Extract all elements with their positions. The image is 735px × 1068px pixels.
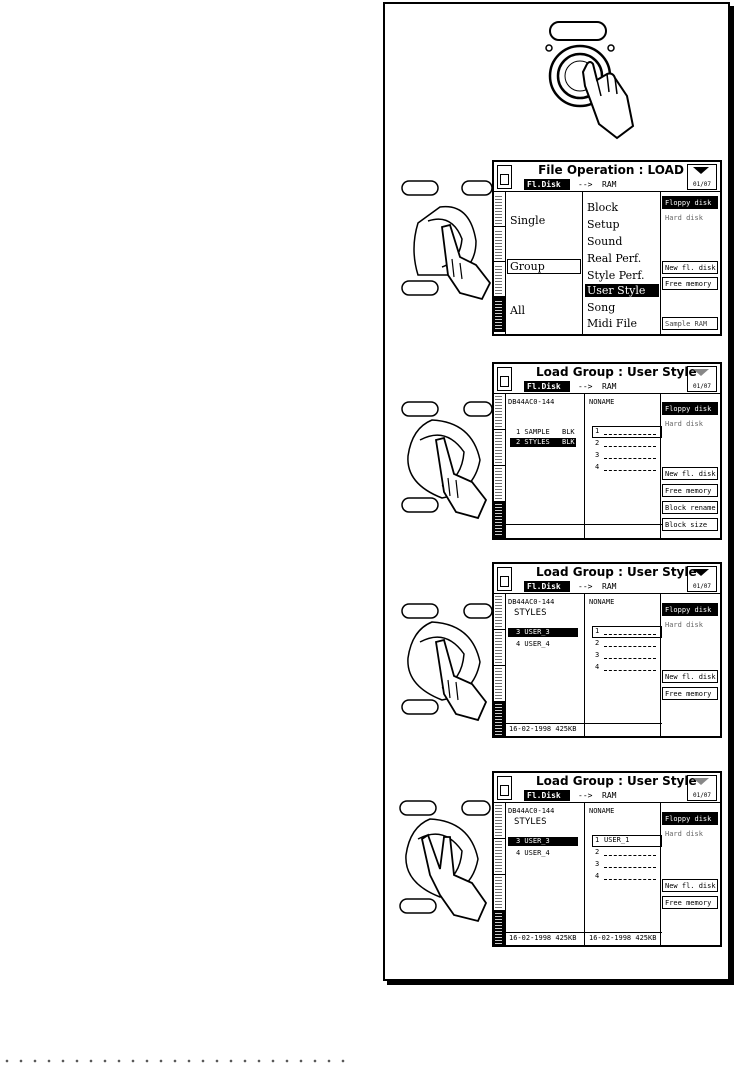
slot-2[interactable]: 2 (595, 439, 600, 447)
tab-3[interactable] (494, 262, 505, 297)
dest-label: RAM (602, 382, 617, 391)
free-memory-button[interactable]: Free memory (662, 687, 718, 700)
screen-title: Load Group : User Style (536, 365, 697, 379)
hard-disk-button[interactable]: Hard disk (662, 211, 718, 224)
option-all[interactable]: All (510, 304, 525, 317)
menu-item-user-style[interactable]: User Style (585, 284, 659, 297)
style-row-2[interactable]: 4 USER_4 (516, 849, 550, 857)
slot-1-frame[interactable] (592, 426, 662, 438)
page-arrow-icon (693, 167, 709, 174)
dotted-rule (0, 1058, 350, 1064)
hard-disk-button[interactable]: Hard disk (662, 827, 718, 840)
footer-disk-info: 16-02-1998 425KB (509, 725, 577, 733)
option-group[interactable]: Group (507, 259, 581, 274)
sample-ram-button[interactable]: Sample RAM (662, 317, 718, 330)
tab-1[interactable] (494, 594, 505, 630)
block-row-1-tag: BLK (562, 428, 575, 436)
screen-load-group-blocks (492, 362, 722, 540)
tab-1[interactable] (494, 803, 505, 839)
option-single[interactable]: Single (510, 214, 546, 227)
side-tabs (494, 394, 506, 538)
slot-1[interactable]: 1 (595, 836, 600, 844)
screen-title: Load Group : User Style (536, 565, 697, 579)
new-floppy-disk-button[interactable]: New fl. disk (662, 670, 718, 683)
hard-disk-button[interactable]: Hard disk (662, 417, 718, 430)
slot-1[interactable]: 1 (595, 627, 600, 635)
slot-3[interactable]: 3 (595, 451, 600, 459)
screen-file-operation (492, 160, 722, 336)
menu-item-block[interactable]: Block (587, 201, 619, 214)
page-indicator[interactable]: 01/07 (687, 366, 717, 392)
tab-4[interactable] (494, 502, 505, 538)
menu-item-real-perf[interactable]: Real Perf. (587, 252, 642, 265)
slot-2[interactable]: 2 (595, 848, 600, 856)
floppy-disk-button[interactable]: Floppy disk (662, 603, 718, 616)
page-indicator[interactable]: 01/07 (687, 566, 717, 592)
slot-4[interactable]: 4 (595, 663, 600, 671)
tab-4[interactable] (494, 911, 505, 947)
side-tabs (494, 594, 506, 736)
disk-name: DB44AC0-144 (508, 398, 555, 406)
style-row-2[interactable]: 4 USER_4 (516, 640, 550, 648)
dest-label: RAM (602, 180, 617, 189)
ram-name: NONAME (589, 398, 615, 406)
block-row-2-tag: BLK (562, 438, 575, 446)
dest-label: RAM (602, 582, 617, 591)
menu-item-song[interactable]: Song (587, 301, 616, 314)
instruction-panel (383, 2, 730, 981)
dial-hand-icon-1 (402, 179, 492, 299)
page-arrow-icon (693, 778, 709, 785)
block-row-1[interactable]: 1 SAMPLE (516, 428, 550, 436)
screen-title: Load Group : User Style (536, 774, 697, 788)
menu-item-style-perf[interactable]: Style Perf. (587, 269, 645, 282)
pointing-hand-icon (583, 62, 633, 138)
source-label: Fl.Disk (524, 381, 570, 392)
source-label: Fl.Disk (524, 179, 570, 190)
disk-icon (497, 567, 512, 591)
new-floppy-disk-button[interactable]: New fl. disk (662, 261, 718, 274)
menu-item-midi-file[interactable]: Midi File (587, 317, 638, 330)
block-size-button[interactable]: Block size (662, 518, 718, 531)
tab-1[interactable] (494, 192, 505, 227)
new-floppy-disk-button[interactable]: New fl. disk (662, 467, 718, 480)
dial-hand-icon-2 (402, 400, 492, 520)
arrow-label: --> (578, 582, 593, 591)
footer-disk-info: 16-02-1998 425KB (509, 934, 577, 942)
tab-4[interactable] (494, 702, 505, 738)
floppy-disk-button[interactable]: Floppy disk (662, 196, 718, 209)
screen-load-group-styles (492, 562, 722, 738)
floppy-disk-button[interactable]: Floppy disk (662, 812, 718, 825)
dial-hand-icon-4 (400, 799, 490, 923)
menu-item-sound[interactable]: Sound (587, 235, 623, 248)
free-memory-button[interactable]: Free memory (662, 484, 718, 497)
style-row-1[interactable]: 3 USER_3 (516, 837, 550, 845)
tab-3[interactable] (494, 466, 505, 502)
tab-2[interactable] (494, 430, 505, 466)
tab-2[interactable] (494, 227, 505, 262)
tab-3[interactable] (494, 666, 505, 702)
disk-icon (497, 367, 512, 391)
disk-icon (497, 776, 512, 800)
folder-name: STYLES (514, 608, 547, 618)
tab-4[interactable] (494, 297, 505, 332)
tab-1[interactable] (494, 394, 505, 430)
free-memory-button[interactable]: Free memory (662, 277, 718, 290)
side-tabs (494, 803, 506, 945)
slot-4[interactable]: 4 (595, 872, 600, 880)
block-rename-button[interactable]: Block rename (662, 501, 718, 514)
style-row-1[interactable]: 3 USER_3 (516, 628, 550, 636)
slot-1-frame[interactable] (592, 626, 662, 638)
tab-2[interactable] (494, 630, 505, 666)
hard-disk-button[interactable]: Hard disk (662, 618, 718, 631)
page-arrow-icon (693, 369, 709, 376)
disk-icon (497, 165, 512, 189)
slot-4[interactable]: 4 (595, 463, 600, 471)
free-memory-button[interactable]: Free memory (662, 896, 718, 909)
ram-name: NONAME (589, 807, 615, 815)
screen-title: File Operation : LOAD (538, 163, 684, 177)
page-arrow-icon (693, 569, 709, 576)
slot-3[interactable]: 3 (595, 651, 600, 659)
footer-ram-info: 16-02-1998 425KB (589, 934, 657, 942)
screen-load-group-assigned (492, 771, 722, 947)
dial-hand-icon-3 (402, 602, 492, 722)
side-tabs (494, 192, 506, 334)
slot-1[interactable]: 1 (595, 427, 600, 435)
tab-3[interactable] (494, 875, 505, 911)
floppy-disk-button[interactable]: Floppy disk (662, 402, 718, 415)
block-row-2[interactable]: 2 STYLES (516, 438, 550, 446)
slot-2[interactable]: 2 (595, 639, 600, 647)
slot-1-style-name: USER_1 (604, 836, 630, 844)
source-label: Fl.Disk (524, 581, 570, 592)
source-label: Fl.Disk (524, 790, 570, 801)
menu-item-setup[interactable]: Setup (587, 218, 620, 231)
folder-name: STYLES (514, 817, 547, 827)
slot-3[interactable]: 3 (595, 860, 600, 868)
arrow-label: --> (578, 382, 593, 391)
page-indicator[interactable]: 01/07 (687, 775, 717, 801)
disk-name: DB44AC0-144 (508, 598, 555, 606)
disk-name: DB44AC0-144 (508, 807, 555, 815)
new-floppy-disk-button[interactable]: New fl. disk (662, 879, 718, 892)
tab-2[interactable] (494, 839, 505, 875)
arrow-label: --> (578, 791, 593, 800)
arrow-label: --> (578, 180, 593, 189)
dest-label: RAM (602, 791, 617, 800)
page-indicator[interactable]: 01/07 (687, 164, 717, 190)
dial-knob-icon (535, 16, 665, 141)
ram-name: NONAME (589, 598, 615, 606)
